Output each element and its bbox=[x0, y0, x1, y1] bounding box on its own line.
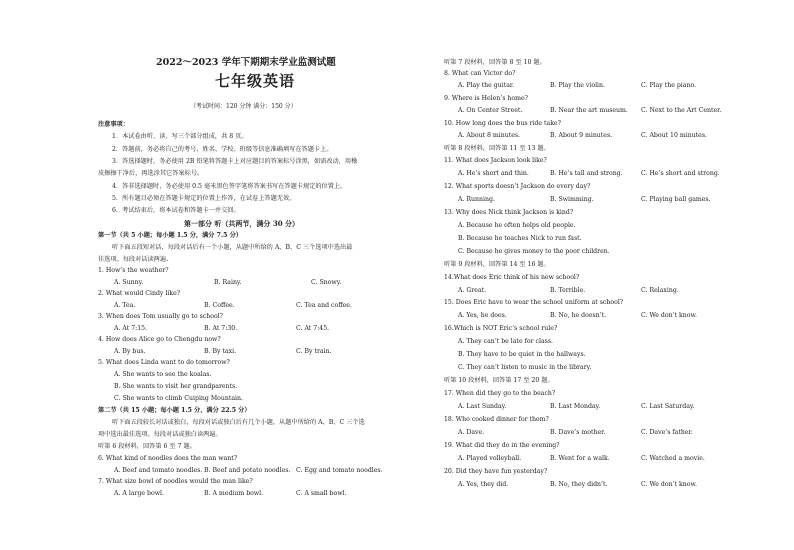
section1-heading: 第一节（共 5 小题；每小题 1.5 分，满分 7.5 分） bbox=[98, 232, 242, 239]
option: B. At 7:30. bbox=[204, 325, 238, 332]
option: A. Because he often helps old people. bbox=[458, 222, 576, 229]
option: C. They can’t listen to music in the library. bbox=[458, 364, 592, 371]
option: A. Yes, he does. bbox=[458, 312, 507, 319]
option: C. We don’t know. bbox=[641, 481, 698, 488]
question-1: 1. How’s the weather? bbox=[98, 267, 169, 274]
option: A. They can’t be late for class. bbox=[458, 338, 553, 345]
section2-heading: 第二节（共 15 小题；每小题 1.5 分，满分 22.5 分） bbox=[98, 407, 251, 414]
option: A. Played volleyball. bbox=[458, 455, 522, 462]
option: A. Play the guitar. bbox=[458, 82, 515, 89]
option: B. Rainy. bbox=[214, 279, 242, 286]
option: A. Dave. bbox=[458, 429, 485, 436]
option: C. Play the piano. bbox=[641, 82, 697, 89]
notice-item: 皮擦擦干净后，再选涂其它答案标号。 bbox=[98, 170, 204, 177]
question-4: 4. How does Alice go to Chengdu now? bbox=[98, 336, 221, 343]
option: A. Last Sunday. bbox=[458, 403, 507, 410]
option: A. On Center Street. bbox=[458, 107, 523, 114]
option: C. A small bowl. bbox=[296, 490, 347, 497]
option: B. By taxi. bbox=[204, 348, 237, 355]
option: C. Last Saturday. bbox=[641, 403, 695, 410]
option: C. She wants to climb Cuiping Mountain. bbox=[114, 395, 243, 402]
option: C. Watched a movie. bbox=[641, 455, 705, 462]
option: A. Beef and tomato noodles. bbox=[114, 467, 203, 474]
notice-item: 4．答非选择题时，务必使用 0.5 毫米黑色签字笔将答案书写在答题卡规定的位置上。 bbox=[112, 183, 347, 190]
option: C. Relaxing. bbox=[641, 287, 679, 294]
question-15: 15. Does Eric have to wear the school uniform at school? bbox=[444, 299, 624, 306]
option: B. A medium bowl. bbox=[204, 490, 264, 497]
question-11: 11. What does Jackson look like? bbox=[444, 157, 547, 164]
question-17: 17. When did they go to the beach? bbox=[444, 390, 556, 397]
listen-instruction: 听第 7 段材料，回答第 8 至 10 题。 bbox=[444, 59, 546, 66]
part1-heading: 第一部分 听（共两节，满分 30 分） bbox=[184, 219, 300, 228]
section2-instruction: 听下面五段较长对话或独白，每段对话或独白后有几个小题，从题中所给的 A、B、C 三个选 bbox=[112, 419, 365, 426]
option: C. By train. bbox=[296, 348, 332, 355]
option: A. She wants to see the koalas. bbox=[114, 371, 212, 378]
notice-item: 6．考试结束后，将本试卷和答题卡一并交回。 bbox=[112, 207, 240, 214]
option: A. Sunny. bbox=[114, 279, 144, 286]
notice-item: 2．答题前，务必将自己的考号、姓名、学校、班级等信息准确填写在答题卡上。 bbox=[112, 146, 333, 153]
option: B. Terrible. bbox=[550, 287, 586, 294]
option: B. Because he teaches Nick to run fast. bbox=[458, 235, 582, 242]
option: B. Dave’s mother. bbox=[550, 429, 606, 436]
option: C. Egg and tomato noodles. bbox=[296, 467, 383, 474]
question-18: 18. Who cooked dinner for them? bbox=[444, 416, 549, 423]
option: A. A large bowl. bbox=[114, 490, 164, 497]
question-20: 20. Did they have fun yesterday? bbox=[444, 468, 548, 475]
option: A. Yes, they did. bbox=[458, 481, 509, 488]
listen-instruction: 听第 8 段材料，回答第 11 至 13 题。 bbox=[444, 145, 550, 152]
option: B. Play the violin. bbox=[550, 82, 605, 89]
option: B. Near the art museum. bbox=[550, 107, 628, 114]
option: B. She wants to visit her grandparents. bbox=[114, 383, 238, 390]
option: A. Tea. bbox=[114, 302, 136, 309]
section1-instruction: 听下面五段短对话，每段对话后有一个小题，从题中所给的 A、B、C 三个选项中选出最 bbox=[112, 244, 353, 251]
question-13: 13. Why does Nick think Jackson is kind? bbox=[444, 209, 574, 216]
option: B. No, he doesn’t. bbox=[550, 312, 607, 319]
section1-instruction: 佳选项。每段对话读两遍。 bbox=[98, 256, 173, 263]
subject-title: 七年级英语 bbox=[215, 72, 296, 90]
question-9: 9. Where is Helen’s home? bbox=[444, 95, 528, 102]
question-16: 16.Which is NOT Eric’s school rule? bbox=[444, 325, 558, 332]
option: C. Tea and coffee. bbox=[296, 302, 352, 309]
listen-instruction: 听第 10 段材料，回答第 17 至 20 题。 bbox=[444, 377, 554, 384]
option: A. Great. bbox=[458, 287, 487, 294]
option: C. Playing ball games. bbox=[641, 196, 711, 203]
option: A. About 8 minutes. bbox=[458, 132, 521, 139]
option: C. About 10 minutes. bbox=[641, 132, 707, 139]
notice-item: 3．答选择题时，务必使用 2B 铅笔将答题卡上对应题目的答案标号涂黑，如需改动，用橡 bbox=[112, 158, 358, 165]
option: A. By bus. bbox=[114, 348, 146, 355]
question-12: 12. What sports doesn’t Jackson do every day? bbox=[444, 183, 591, 190]
option: B. Coffee. bbox=[204, 302, 235, 309]
listen-instruction: 听第 6 段材料，回答第 6 至 7 题。 bbox=[98, 443, 196, 450]
question-2: 2. What would Cindy like? bbox=[98, 290, 181, 297]
option: C. Snowy. bbox=[311, 279, 342, 286]
option: B. Swimming. bbox=[550, 196, 594, 203]
option: B. No, they didn’t. bbox=[550, 481, 608, 488]
option: C. He’s short and strong. bbox=[641, 170, 720, 177]
exam-info: （考试时间：120 分钟 满分：150 分） bbox=[190, 103, 297, 110]
option: C. Because he gives money to the poor children. bbox=[458, 248, 610, 255]
option: C. Next to the Art Center. bbox=[641, 107, 722, 114]
question-6: 6. What kind of noodles does the man want? bbox=[98, 455, 238, 462]
question-19: 19. What did they do in the evening? bbox=[444, 442, 560, 449]
question-8: 8. What can Victor do? bbox=[444, 70, 516, 77]
option: A. He’s short and thin. bbox=[458, 170, 529, 177]
option: C. Dave’s father. bbox=[641, 429, 693, 436]
option: A. Running. bbox=[458, 196, 495, 203]
option: B. Beef and potato noodles. bbox=[204, 467, 291, 474]
option: C. At 7:45. bbox=[296, 325, 330, 332]
question-14: 14.What does Eric think of his new school? bbox=[444, 274, 580, 281]
option: A. At 7:15. bbox=[114, 325, 148, 332]
question-10: 10. How long does the bus ride take? bbox=[444, 120, 561, 127]
option: C. We don’t know. bbox=[641, 312, 698, 319]
option: B. They have to be quiet in the hallways. bbox=[458, 351, 586, 358]
notice-item: 5．所有题目必须在答题卡规定的位置上作答，在试卷上答题无效。 bbox=[112, 195, 296, 202]
option: B. About 9 minutes. bbox=[550, 132, 613, 139]
option: B. Went for a walk. bbox=[550, 455, 610, 462]
exam-title: 2022～2023 学年下期期末学业监测试题 bbox=[156, 57, 336, 68]
question-3: 3. When does Tom usually go to school? bbox=[98, 313, 223, 320]
option: B. He’s tall and strong. bbox=[550, 170, 623, 177]
section2-instruction: 项中选出最佳选项。每段对话或独白读两遍。 bbox=[98, 431, 222, 438]
question-7: 7. What size bowl of noodles would the man like? bbox=[98, 478, 253, 485]
question-5: 5. What does Linda want to do tomorrow? bbox=[98, 359, 230, 366]
option: B. Last Monday. bbox=[550, 403, 601, 410]
listen-instruction: 听第 9 段材料，回答第 14 至 16 题。 bbox=[444, 261, 550, 268]
notice-item: 1．本试卷由听、读、写三个部分组成，共 8 页。 bbox=[112, 133, 248, 140]
notice-heading: 注意事项： bbox=[98, 121, 129, 128]
